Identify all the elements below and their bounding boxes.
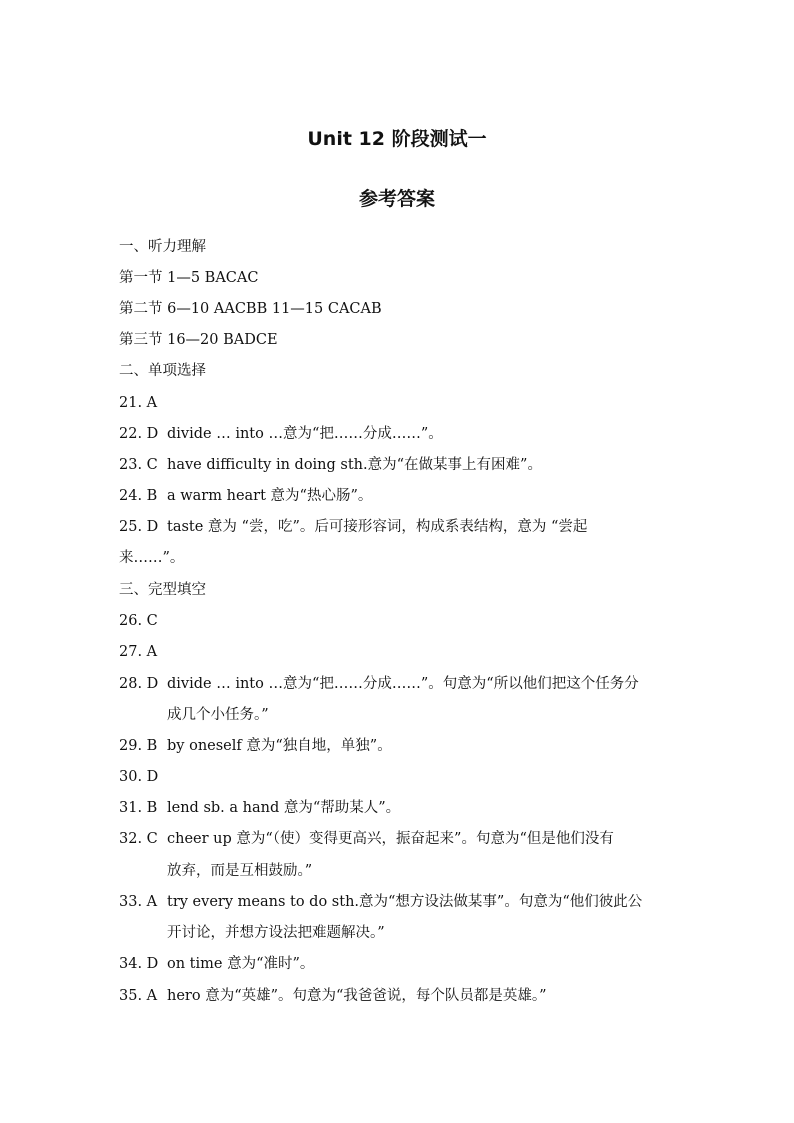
answer-item bbox=[119, 674, 639, 694]
answer-item bbox=[119, 486, 372, 506]
answer-item bbox=[119, 892, 642, 912]
answer-explanation: try every means to do sth.意为“想方设法做某事”。句意为“他们彼此公 bbox=[167, 894, 643, 910]
listening-part-1: 第一节 1—5 BACAC bbox=[119, 270, 259, 286]
answer-item bbox=[119, 736, 392, 756]
answer-continuation: 开讨论，并想方设法把难题解决。” bbox=[167, 925, 385, 941]
answer-explanation: have difficulty in doing sth.意为“在做某事上有困难”。 bbox=[167, 457, 542, 473]
answer-number: 32. C bbox=[119, 831, 158, 847]
section-heading-single-choice: 二、单项选择 bbox=[119, 363, 206, 379]
answer-number: 31. B bbox=[119, 800, 158, 816]
answer-explanation: 来……”。 bbox=[119, 550, 185, 566]
answer-explanation: lend sb. a hand 意为“帮助某人”。 bbox=[167, 800, 401, 816]
answer-explanation: by oneself 意为“独自地，单独”。 bbox=[167, 738, 392, 754]
answer-number: 22. D bbox=[119, 426, 159, 442]
answer-explanation: cheer up 意为“（使）变得更高兴，振奋起来”。句意为“但是他们没有 bbox=[167, 831, 614, 847]
answer-explanation: divide … into …意为“把……分成……”。 bbox=[167, 426, 443, 442]
page-subtitle: 参考答案 bbox=[358, 188, 435, 210]
answer-item bbox=[119, 393, 167, 413]
answer-number: 24. B bbox=[119, 488, 158, 504]
answer-continuation: 放弃，而是互相鼓励。” bbox=[167, 863, 313, 879]
answer-explanation: divide … into …意为“把……分成……”。句意为“所以他们把这个任务分 bbox=[167, 676, 639, 692]
answer-number: 26. C bbox=[119, 613, 158, 629]
answer-number: 29. B bbox=[119, 738, 158, 754]
answer-number: 25. D bbox=[119, 519, 159, 535]
section-heading-cloze: 三、完型填空 bbox=[119, 582, 206, 598]
answer-item bbox=[119, 767, 167, 787]
page-title: Unit 12 阶段测试一 bbox=[307, 128, 487, 150]
answer-item bbox=[119, 517, 587, 537]
answer-item bbox=[119, 455, 542, 475]
answer-number: 23. C bbox=[119, 457, 158, 473]
section-heading-listening: 一、听力理解 bbox=[119, 239, 206, 255]
answer-number: 35. A bbox=[119, 988, 158, 1004]
answer-item-continuation bbox=[119, 548, 184, 568]
answer-item bbox=[119, 829, 614, 849]
answer-item bbox=[119, 798, 400, 818]
answer-item bbox=[119, 424, 443, 444]
answer-number: 21. A bbox=[119, 395, 158, 411]
listening-part-3: 第三节 16—20 BADCE bbox=[119, 332, 278, 348]
answer-explanation: taste 意为 “尝，吃”。后可接形容词，构成系表结构，意为 “尝起 bbox=[167, 519, 588, 535]
answer-number: 30. D bbox=[119, 769, 159, 785]
answer-number: 34. D bbox=[119, 956, 159, 972]
answer-explanation: hero 意为“英雄”。句意为“我爸爸说，每个队员都是英雄。” bbox=[167, 988, 547, 1004]
answer-item bbox=[119, 986, 547, 1006]
answer-number: 28. D bbox=[119, 676, 159, 692]
answer-item bbox=[119, 954, 314, 974]
answer-number: 27. A bbox=[119, 644, 158, 660]
answer-item bbox=[119, 642, 167, 662]
answer-number: 33. A bbox=[119, 894, 158, 910]
answer-item bbox=[119, 611, 167, 631]
answer-explanation: on time 意为“准时”。 bbox=[167, 956, 315, 972]
listening-part-2: 第二节 6—10 AACBB 11—15 CACAB bbox=[119, 301, 382, 317]
answer-explanation: a warm heart 意为“热心肠”。 bbox=[167, 488, 373, 504]
answer-continuation: 成几个小任务。” bbox=[167, 707, 269, 723]
